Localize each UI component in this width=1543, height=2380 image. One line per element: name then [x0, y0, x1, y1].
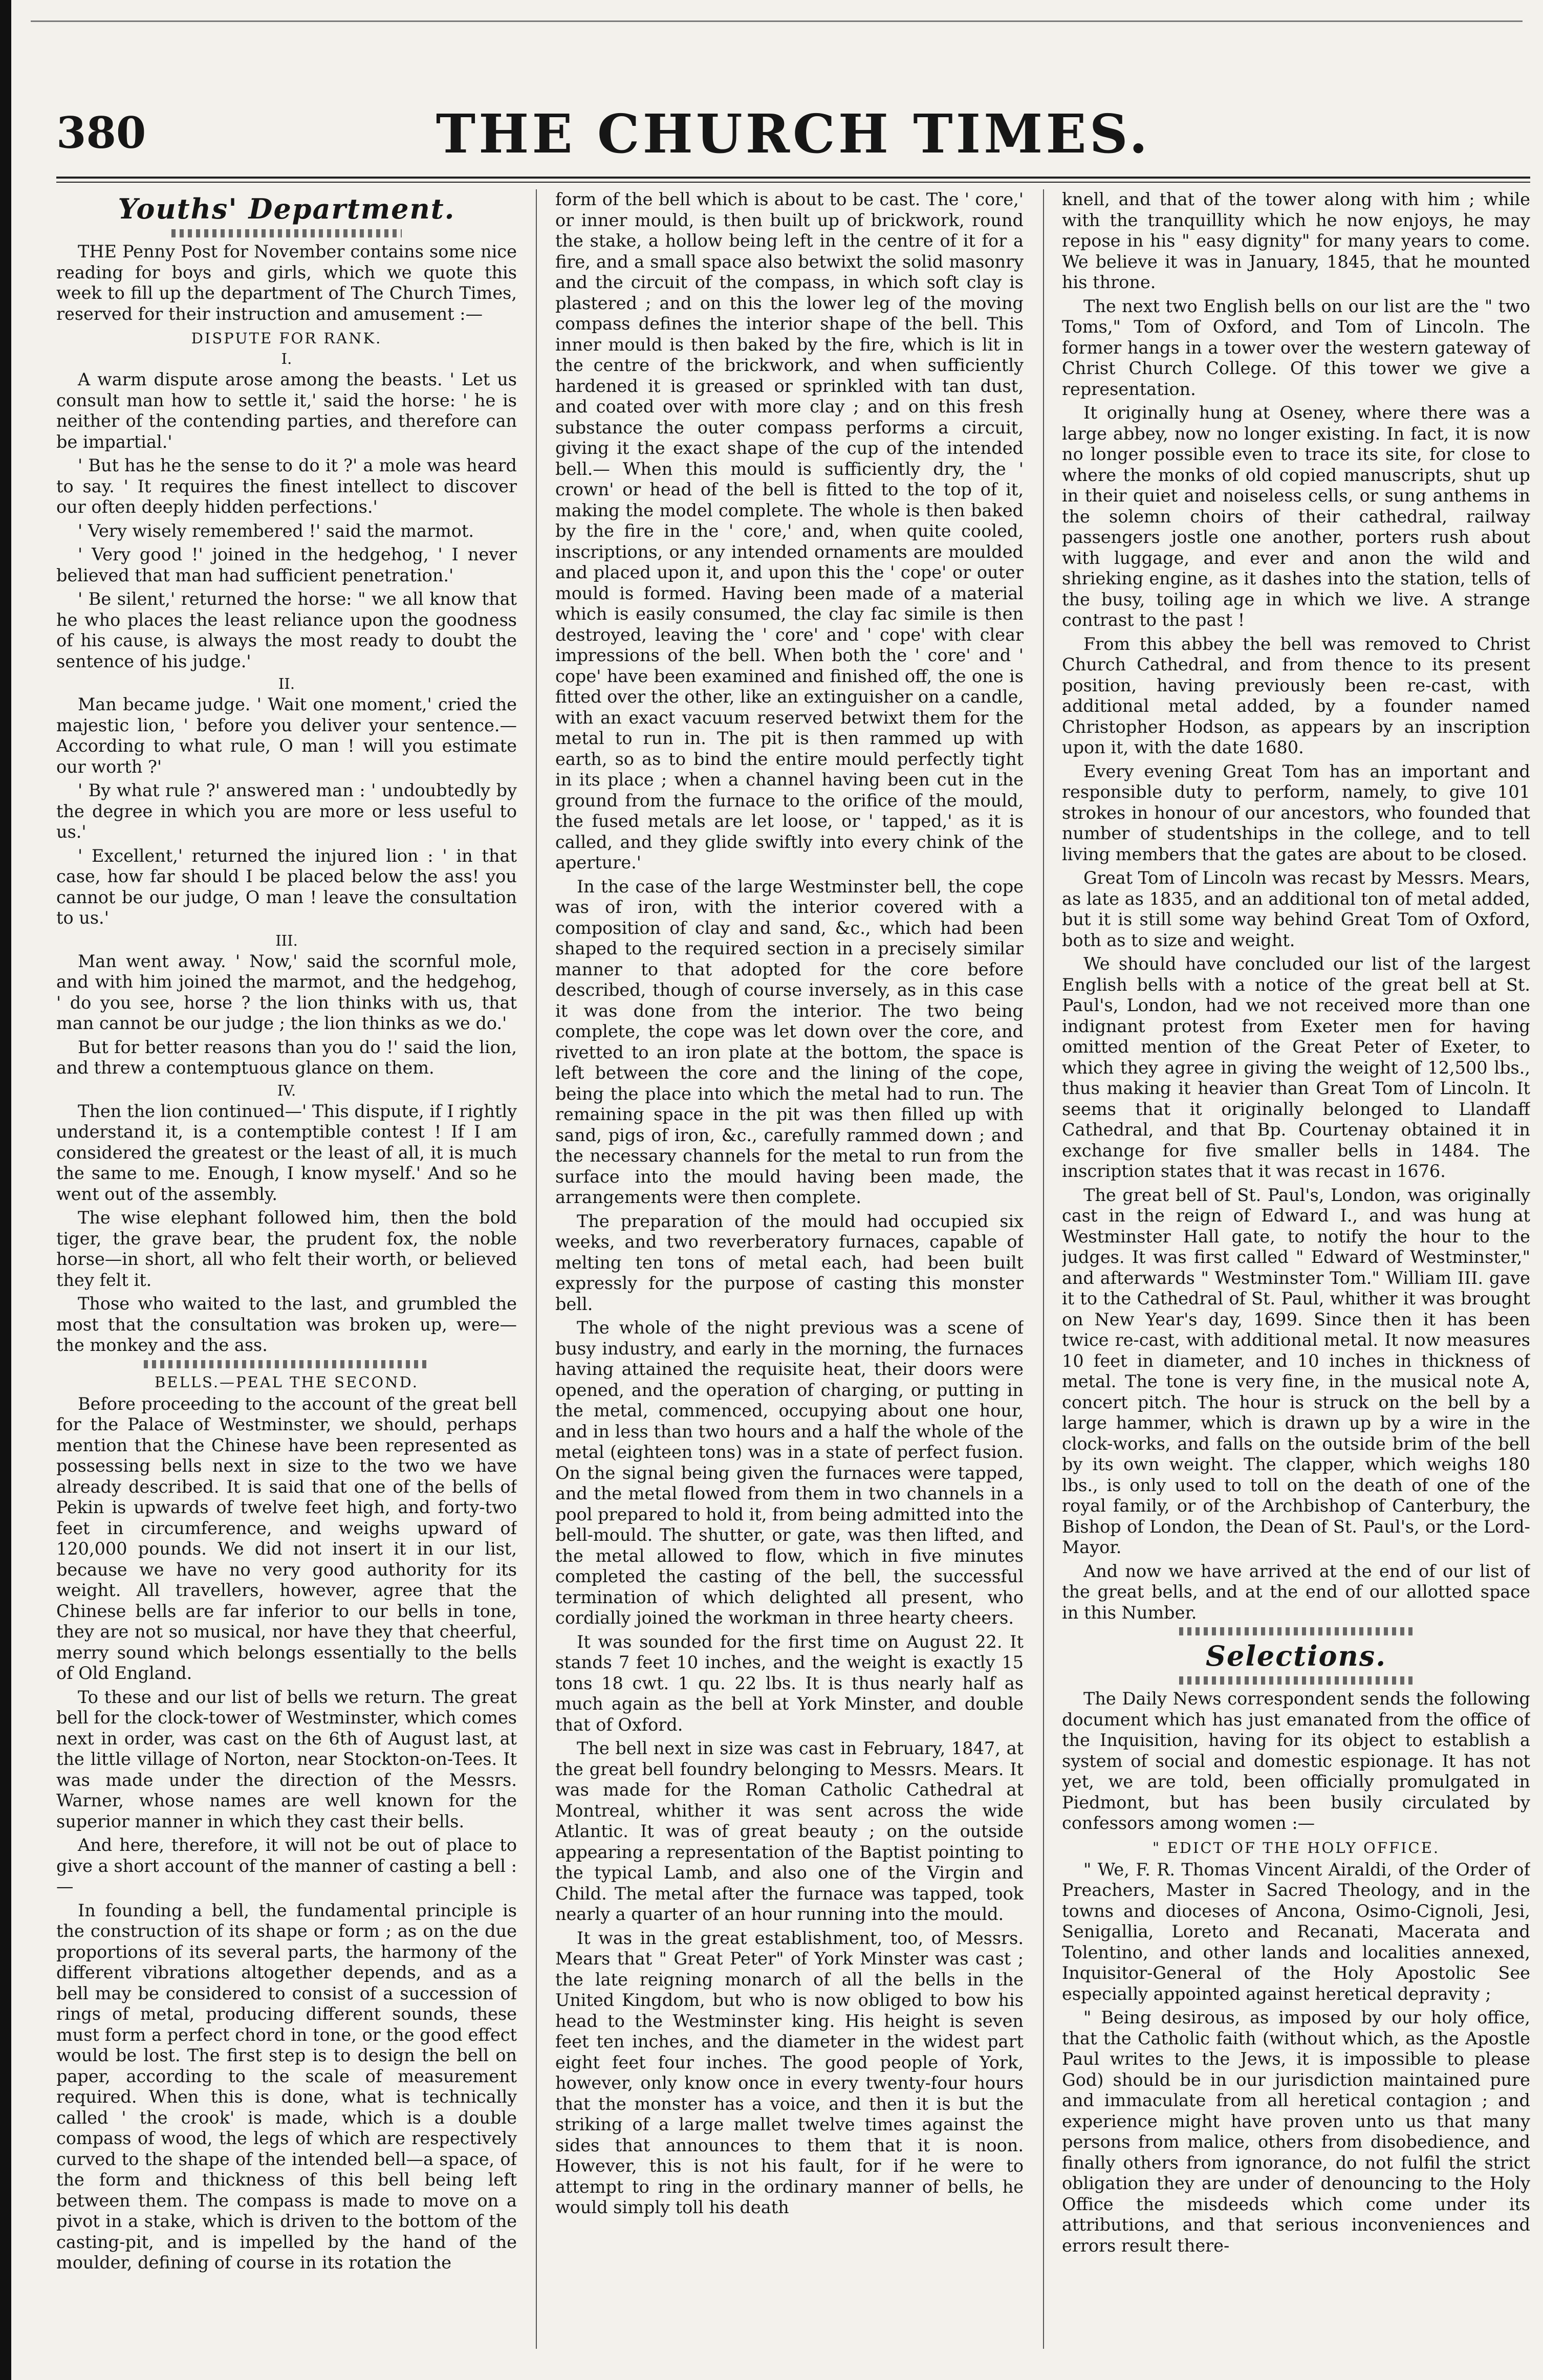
section-numeral: IV. — [277, 1081, 296, 1099]
section-numeral: I. — [281, 350, 292, 367]
paragraph: Those who waited to the last, and grumbled the most that the consultation was broken up, were—the monkey and the ass. — [56, 1294, 517, 1355]
paragraph: Man went away. ' Now,' said the scornful mole, and with him joined the marmot, and the hedgehog, ' do you see, horse ? the lion thinks with us, that man cannot be our judge ; the lion thinks as we do.' — [56, 951, 517, 1033]
section-numeral: III. — [275, 931, 298, 949]
paragraph: ' Excellent,' returned the injured lion : ' in that case, how far should I be placed below the ass! you cannot be our judge, O man ! leave the consultation to us.' — [56, 845, 517, 928]
edict-subheading: " EDICT OF THE HOLY OFFICE. — [1152, 1839, 1440, 1857]
paragraph: The next two English bells on our list are the " two Toms," Tom of Oxford, and Tom of Lincoln. The former hangs in a tower over the western gateway of Christ Church College. Of this tower we give a representation. — [1062, 296, 1530, 399]
paragraph: Man became judge. ' Wait one moment,' cried the majestic lion, ' before you deliver your sentence.— According to what rule, O man ! will you estimate our worth ?' — [56, 694, 517, 777]
paragraph: It was sounded for the first time on August 22. It stands 7 feet 10 inches, and the weight is exactly 15 tons 18 cwt. 1 qu. 22 lbs. It is thus nearly half as much again as the bell at York Minster, and double that of Oxford. — [555, 1631, 1024, 1735]
paragraph: To these and our list of bells we return. The great bell for the clock-tower of Westminster, which comes next in order, was cast on the 6th of August last, at the little village of Norton, near Stockton-on-Tees. It was made under the direction of the Messrs. Warner, whose names are well known for the superior manner in which they cast their bells. — [56, 1687, 517, 1831]
paragraph: And here, therefore, it will not be out of place to give a short account of the manner of casting a bell :— — [56, 1835, 517, 1896]
paragraph: " We, F. R. Thomas Vincent Airaldi, of the Order of Preachers, Master in Sacred Theology, and in the towns and dioceses of Ancona, Osimo-Cignoli, Jesi, Senigallia, Loreto and Recanati, Macerata and Tolentino, and other lands and localities annexed, Inquisitor-General of the Holy Apostolic See especially appointed against heretical depravity ; — [1062, 1859, 1530, 2004]
paragraph: The wise elephant followed him, then the bold tiger, the grave bear, the prudent fox, the noble horse—in short, all who felt their worth, or believed they felt it. — [56, 1208, 517, 1290]
paragraph: The preparation of the mould had occupied six weeks, and two reverberatory furnaces, capable of melting ten tons of metal each, had been built expressly for the purpose of casting this monster bell. — [555, 1211, 1024, 1314]
column-1 — [56, 189, 517, 2349]
page-number: 380 — [56, 107, 146, 158]
paragraph: But for better reasons than you do !' said the lion, and threw a contemptuous glance on them. — [56, 1037, 517, 1078]
paragraph: And now we have arrived at the end of our list of the great bells, and at the end of our allotted space in this Number. — [1062, 1561, 1530, 1623]
ornamental-rule — [171, 229, 402, 237]
page-binding-edge — [0, 0, 11, 2380]
paragraph: Every evening Great Tom has an important and responsible duty to perform, namely, to give 101 strokes in honour of our ancestors, who founded that number of studentships in the college, and to tell living members that the gates are about to be closed. — [1062, 761, 1530, 864]
paragraph: The great bell of St. Paul's, London, was originally cast in the reign of Edward I., and was hung at Westminster Hall gate, to notify the hour to the judges. It was first called " Edward of Westminster," and afterwards " Westminster Tom." William III. gave it to the Cathedral of St. Paul, whither it was brought on New Year's day, 1699. Since then it has been twice re-cast, with additional metal. It now measures 10 feet in diameter, and 10 inches in thickness of metal. The tone is very fine, in the musical note A, concert pitch. The hour is struck on the bell by a large hammer, which is drawn up by a wire in the clock-works, and falls on the outside brim of the bell by its own weight. The clapper, which weighs 180 lbs., is only used to toll on the death of one of the royal family, or of the Archbishop of Canterbury, the Bishop of London, the Dean of St. Paul's, or the Lord-Mayor. — [1062, 1185, 1530, 1557]
header-rule — [56, 177, 1530, 183]
article-columns — [56, 189, 1530, 2349]
top-rule — [31, 20, 1523, 22]
column-divider — [1043, 189, 1044, 2349]
page-header — [56, 97, 1530, 164]
paragraph: It originally hung at Oseney, where there was a large abbey, now no longer existing. In fact, it is now no longer possible even to trace its site, for close to where the monks of old copied manuscripts, shut up in their quiet and noiseless cells, or sung anthems in the solemn choirs of their cathedral, railway passengers jostle one another, porters rush about with luggage, and ever and anon the wild and shrieking engine, as it dashes into the station, tells of the busy, toiling age in which we live. A strange contrast to the past ! — [1062, 403, 1530, 630]
masthead-title: THE CHURCH TIMES. — [436, 102, 1151, 165]
paragraph: ' Very good !' joined in the hedgehog, ' I never believed that man had sufficient penetration.' — [56, 544, 517, 585]
paragraph: " Being desirous, as imposed by our holy office, that the Catholic faith (without which, as the Apostle Paul writes to the Jews, it is impossible to please God) should be in our jurisdiction maintained pure and immaculate from all heretical contagion ; and experience might have proven unto us that many persons from malice, others from disobedience, and finally others from ignorance, do not fulfil the strict obligation they are under of denouncing to the Holy Office the misdeeds which come under its attributions, and that serious inconveniences and errors result there- — [1062, 2007, 1530, 2256]
selections-heading: Selections. — [1205, 1640, 1387, 1672]
section-numeral: II. — [278, 675, 295, 692]
paragraph: A warm dispute arose among the beasts. ' Let us consult man how to settle it,' said the horse: ' he is neither of the contending parties, and therefore can be impartial.' — [56, 369, 517, 452]
youths-intro: THE Penny Post for November contains some nice reading for boys and girls, which we quote this week to fill up the department of The Church Times, reserved for their instruction and amusement :— — [56, 242, 517, 324]
ornamental-rule — [1179, 1627, 1414, 1635]
paragraph: Then the lion continued—' This dispute, if I rightly understand it, is a contemptible contest ! If I am considered the greatest or the least of all, it is much the same to me. Enough, I know myself.' And so he went out of the assembly. — [56, 1101, 517, 1204]
paragraph: form of the bell which is about to be cast. The ' core,' or inner mould, is then built up of brickwork, round the stake, a hollow being left in the centre of it for a fire, and a small space also betwixt the solid masonry and the circuit of the compass, in which soft clay is plastered ; and on this the lower leg of the moving compass defines the interior shape of the bell. This inner mould is then baked by the fire, which is lit in the centre of the brickwork, and when sufficiently hardened it is greased or sprinkled with tan dust, and coated over with more clay ; and on this fresh substance the outer compass performs a circuit, giving it the exact shape of the cup of the intended bell.— When this mould is sufficiently dry, the ' crown' or head of the bell is fitted to the top of it, making the model complete. The whole is then baked by the fire in the ' core,' and, when quite cooled, inscriptions, or any intended ornaments are moulded and placed upon it, and upon this the ' cope' or outer mould is formed. Having been made of a material which is easily consumed, the clay fac simile is then destroyed, leaving the ' core' and ' cope' with clear impressions of the bell. When both the ' core' and ' cope' have been examined and finished off, the one is fitted over the other, like an extinguisher on a candle, with an exact vacuum reserved betwixt them for the metal to run in. The pit is then rammed up with earth, so as to bind the entire mould perfectly tight in its place ; when a channel having been cut in the ground from the furnace to the orifice of the mould, the fused metals are let loose, or ' tapped,' as it is called, and they glide swiftly into every chink of the aperture.' — [555, 189, 1024, 872]
column-2 — [555, 189, 1024, 2349]
paragraph: From this abbey the bell was removed to Christ Church Cathedral, and from thence to its present position, having previously been re-cast, with additional metal added, by a founder named Christopher Hodson, as appears by an inscription upon it, with the date 1680. — [1062, 634, 1530, 757]
paragraph: Great Tom of Lincoln was recast by Messrs. Mears, as late as 1835, and an additional ton of metal added, but it is still some way behind Great Tom of Oxford, both as to size and weight. — [1062, 868, 1530, 950]
paragraph: In the case of the large Westminster bell, the cope was of iron, with the interior covered with a composition of clay and sand, &c., which had been shaped to the required section in a precisely similar manner to that adopted for the core before described, though of course inversely, as in this case it was done from the interior. The two being complete, the cope was let down over the core, and rivetted to an iron plate at the bottom, the space is left between the core and the lining of the cope, being the place into which the metal had to run. The remaining space in the pit was then filled up with sand, pigs of iron, &c., carefully rammed down ; and the necessary channels for the metal to run from the surface into the mould having been made, the arrangements were then complete. — [555, 876, 1024, 1207]
paragraph: It was in the great establishment, too, of Messrs. Mears that " Great Peter" of York Minster was cast ; the late reigning monarch of all the bells in the United Kingdom, but who is now obliged to bow his head to the Westminster king. His height is seven feet ten inches, and the diameter in the widest part eight feet four inches. The good people of York, however, only know once in every twenty-four hours that the monster has a voice, and then it is but the striking of a large mallet twelve times against the sides that announces to them that it is noon. However, this is not his fault, for if he were to attempt to ring in the ordinary manner of bells, he would simply toll his death — [555, 1928, 1024, 2217]
paragraph: ' Very wisely remembered !' said the marmot. — [78, 520, 474, 541]
paragraph: The whole of the night previous was a scene of busy industry, and early in the morning, the furnaces having attained the requisite heat, their doors were opened, and the operation of charging, or putting in the metal, commenced, occupying about one hour, and in less than two hours and a half the whole of the metal (eighteen tons) was in a state of perfect fusion. On the signal being given the furnaces were tapped, and the metal flowed from them in two channels in a pool prepared to hold it, from being admitted into the bell-mould. The shutter, or gate, was then lifted, and the metal allowed to flow, which in five minutes completed the casting of the bell, the successful termination of which delighted all present, who cordially joined the workman in three hearty cheers. — [555, 1318, 1024, 1628]
youths-department-heading: Youths' Department. — [118, 192, 455, 225]
dispute-subheading: DISPUTE FOR RANK. — [191, 330, 382, 347]
paragraph: We should have concluded our list of the largest English bells with a notice of the great bell at St. Paul's, London, had we not received more than one indignant protest from Exeter men for having omitted mention of the Great Peter of Exeter, to which they agree in giving the weight of 12,500 lbs., thus making it heavier than Great Tom of Lincoln. It seems that it originally belonged to Llandaff Cathedral, and that Bp. Courtenay obtained it in exchange for five smaller bells in 1484. The inscription states that it was recast in 1676. — [1062, 954, 1530, 1181]
column-divider — [536, 189, 537, 2349]
paragraph: Before proceeding to the account of the great bell for the Palace of Westminster, we should, perhaps mention that the Chinese have been represented as possessing bells next in size to the two we have already described. It is said that one of the bells of Pekin is upwards of twelve feet high, and forty-two feet in circumference, and weighs upward of 120,000 pounds. We did not insert it in our list, because we have no very good authority for its weight. All travellers, however, agree that the Chinese bells are far inferior to our bells in tone, they are not so musical, nor have they that cheerful, merry sound which belongs essentially to the bells of Old England. — [56, 1393, 517, 1683]
ornamental-rule — [1179, 1676, 1414, 1685]
paragraph: The bell next in size was cast in February, 1847, at the great bell foundry belonging to Messrs. Mears. It was made for the Roman Catholic Cathedral at Montreal, whither it was sent across the wide Atlantic. It was of great beauty ; on the outside appearing a representation of the Baptist pointing to the typical Lamb, and also one of the Virgin and Child. The metal after the furnace was tapped, took nearly a quarter of an hour running into the mould. — [555, 1738, 1024, 1924]
paragraph: In founding a bell, the fundamental principle is the construction of its shape or form ; as on the due proportions of its several parts, the harmony of the different vibrations altogether depends, and as a bell may be considered to consist of a succession of rings of metal, producing different sounds, these must form a perfect chord in tone, or the good effect would be lost. The first step is to design the bell on paper, according to the scale of measurement required. When this is done, what is technically called ' the crook' is made, which is a double compass of wood, the legs of which are respectively curved to the shape of the intended bell—a space, of the form and thickness of this bell being left between them. The compass is made to move on a pivot in a stake, which is driven to the bottom of the casting-pit, and is impelled by the hand of the moulder, defining of course in its rotation the — [56, 1900, 517, 2273]
paragraph: The Daily News correspondent sends the following document which has just emanated from the office of the Inquisition, having for its object to establish a system of social and domestic espionage. It has not yet, we are told, been officially promulgated in Piedmont, but has been busily circulated by confessors among women :— — [1062, 1689, 1530, 1833]
paragraph: ' By what rule ?' answered man : ' undoubtedly by the degree in which you are more or less useful to us.' — [56, 780, 517, 842]
paragraph: knell, and that of the tower along with him ; while with the tranquillity which he now enjoys, he may repose in his " easy dignity" for many years to come. We believe it was in January, 1845, that he mounted his throne. — [1062, 189, 1530, 292]
paragraph: ' Be silent,' returned the horse: " we all know that he who places the least reliance upon the goodness of his cause, is always the most ready to doubt the sentence of his judge.' — [56, 589, 517, 671]
bells-heading: BELLS.—PEAL THE SECOND. — [155, 1373, 419, 1391]
paragraph: ' But has he the sense to do it ?' a mole was heard to say. ' It requires the finest intellect to discover our often deeply hidden perfections.' — [56, 455, 517, 517]
ornamental-rule — [144, 1360, 429, 1368]
column-3 — [1062, 189, 1530, 2349]
